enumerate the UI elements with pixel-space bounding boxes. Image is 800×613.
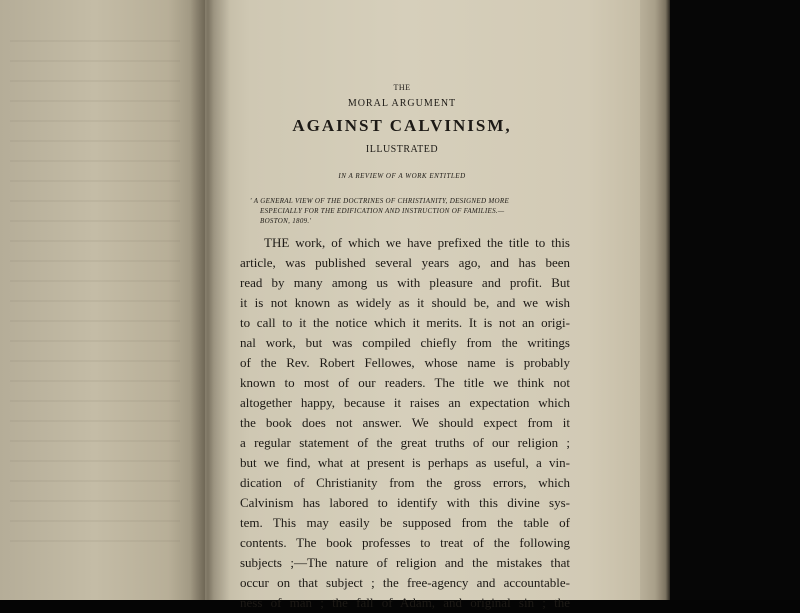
body-line: article, was published several years ago, and has been	[240, 255, 570, 270]
body-line: a regular statement of the great truths of our religion ;	[240, 435, 570, 450]
body-line: altogether happy, because it raises an expectation which	[240, 395, 570, 410]
heading-the: THE	[393, 83, 411, 92]
body-line: ness of man ; the fall of Adam, and original sin ; the	[240, 595, 570, 610]
book-gutter	[190, 0, 230, 600]
heading-review-note: IN A REVIEW OF A WORK ENTITLED	[338, 172, 466, 180]
body-line: it is not known as widely as it should be, and we wish	[240, 295, 570, 310]
quote-line: BOSTON, 1809.'	[260, 217, 312, 225]
body-line: the book does not answer. We should expect from it	[240, 415, 570, 430]
page-edges	[640, 0, 670, 600]
quote-line: ESPECIALLY FOR THE EDIFICATION AND INSTRUCTION OF FAMILIES.—	[260, 207, 505, 215]
heading-illustrated: ILLUSTRATED	[365, 144, 439, 155]
body-line: dication of Christianity from the gross errors, which	[240, 475, 570, 490]
body-line: THE work, of which we have prefixed the title to this	[264, 235, 570, 250]
body-line: Calvinism has labored to identify with this divine sys-	[240, 495, 570, 510]
heading-moral-argument: MORAL ARGUMENT	[347, 98, 457, 109]
body-line: but we find, what at present is perhaps as useful, a vin-	[240, 455, 570, 470]
body-line: nal work, but was compiled chiefly from the writings	[240, 335, 570, 350]
quoted-work-title	[250, 196, 570, 226]
body-line: occur on that subject ; the free-agency and accountable-	[240, 575, 570, 590]
body-line: tem. This may easily be supposed from the table of	[240, 515, 570, 530]
body-line: read by many among us with pleasure and profit. But	[240, 275, 570, 290]
body-line: known to most of our readers. The title we think not	[240, 375, 570, 390]
body-line: to call to it the notice which it merits. It is not an origi-	[240, 315, 570, 330]
body-line: of the Rev. Robert Fellowes, whose name is probably	[240, 355, 570, 370]
left-page	[0, 0, 210, 600]
left-page-faint-text	[10, 40, 180, 560]
page-title: AGAINST CALVINISM,	[292, 116, 512, 135]
body-paragraph	[240, 233, 570, 613]
page-text	[232, 0, 572, 610]
body-line: contents. The book professes to treat of the following	[240, 535, 570, 550]
quote-line: ' A GENERAL VIEW OF THE DOCTRINES OF CHRISTIANITY, DESIGNED MORE	[250, 197, 510, 205]
body-line: subjects ;—The nature of religion and the mistakes that	[240, 555, 570, 570]
